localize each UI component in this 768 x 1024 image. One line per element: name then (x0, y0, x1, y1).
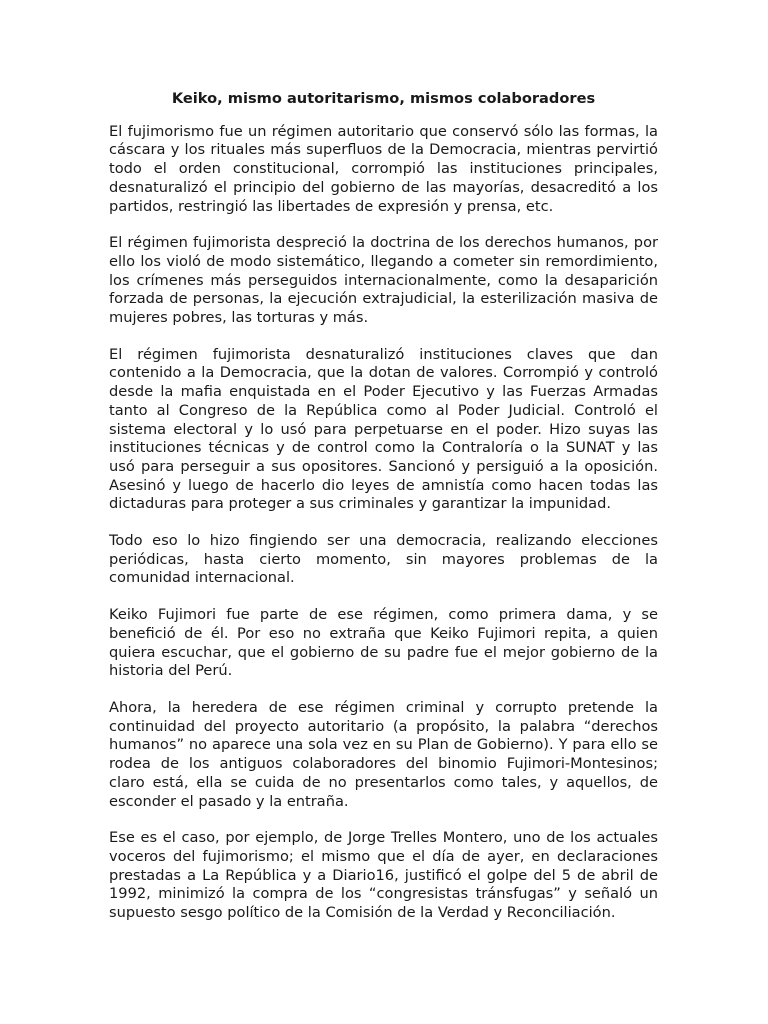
document-body (109, 90, 658, 941)
paragraph-3: El régimen fujimorista desnaturalizó instituciones claves que dan contenido a la Democracia, que la dotan de valores. Corrompió y controló desde la mafia enquistada en el Poder Ejecutivo y las Fuerzas Armadas tanto al Congreso de la República como al Poder Judicial. Controló el sistema electoral y lo usó para perpetuarse en el poder. Hizo suyas las instituciones técnicas y de control como la Contraloría o la SUNAT y las usó para perseguir a sus opositores. Sancionó y persiguió a la oposición. Asesinó y luego de hacerlo dio leyes de amnistía como hacen todas las dictaduras para proteger a sus criminales y garantizar la impunidad. (109, 345, 658, 513)
paragraph-5: Keiko Fujimori fue parte de ese régimen, como primera dama, y se benefició de él. Por eso no extraña que Keiko Fujimori repita, a quien quiera escuchar, que el gobierno de su padre fue el mejor gobierno de la historia del Perú. (109, 606, 658, 680)
paragraph-4: Todo eso lo hizo fingiendo ser una democracia, realizando elecciones periódicas, hasta cierto momento, sin mayores problemas de la comunidad internacional. (109, 532, 658, 587)
paragraph-7: Ese es el caso, por ejemplo, de Jorge Trelles Montero, uno de los actuales voceros del fujimorismo; el mismo que el día de ayer, en declaraciones prestadas a La República y a Diario16, justificó el golpe del 5 de abril de 1992, minimizó la compra de los “congresistas tránsfugas” y señaló un supuesto sesgo político de la Comisión de la Verdad y Reconciliación. (109, 829, 658, 922)
paragraph-1: El fujimorismo fue un régimen autoritario que conservó sólo las formas, la cáscara y los rituales más superfluos de la Democracia, mientras pervirtió todo el orden constitucional, corrompió las instituciones principales, desnaturalizó el principio del gobierno de las mayorías, desacreditó a los partidos, restringió las libertades de expresión y prensa, etc. (109, 122, 658, 215)
document-title: Keiko, mismo autoritarismo, mismos colaboradores (171, 90, 596, 107)
paragraph-6: Ahora, la heredera de ese régimen criminal y corrupto pretende la continuidad del proyecto autoritario (a propósito, la palabra “derechos humanos” no aparece una sola vez en su Plan de Gobierno). Y para ello se rodea de los antiguos colaboradores del binomio Fujimori-Montesinos; claro está, ella se cuida de no presentarlos como tales, y aquellos, de esconder el pasado y la entraña. (109, 698, 658, 810)
paragraph-2: El régimen fujimorista despreció la doctrina de los derechos humanos, por ello los violó de modo sistemático, llegando a cometer sin remordimiento, los crímenes más perseguidos internacionalmente, como la desaparición forzada de personas, la ejecución extrajudicial, la esterilización masiva de mujeres pobres, las torturas y más. (109, 234, 658, 327)
